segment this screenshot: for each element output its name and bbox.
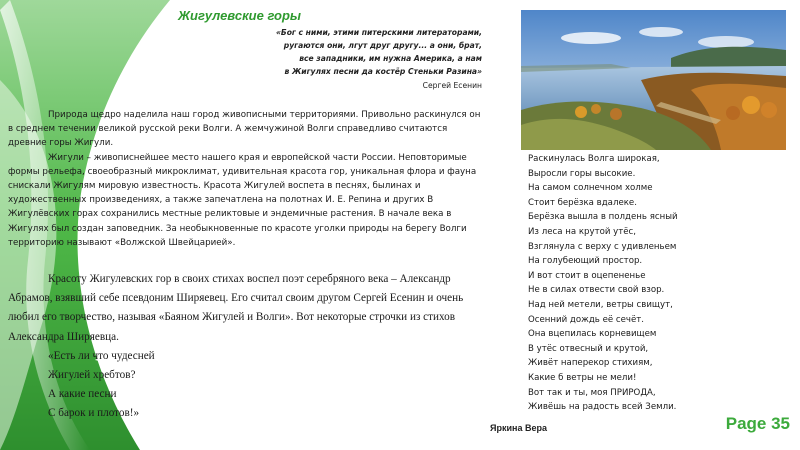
verse-line: С барок и плотов!» xyxy=(48,407,140,420)
poem xyxy=(528,152,796,415)
paragraph: Природа щедро наделила наш город живописными территориями. Привольно раскинулся он в среднем течении великой русской реки Волги. А жемчужиной Волги справедливо считаются древние горы Жигули. xyxy=(8,110,481,149)
epigraph-line: в Жигулях песни да костёр Стеньки Разина» xyxy=(284,67,482,76)
page-title: Жигулевские горы xyxy=(178,8,302,23)
verse-line: А какие песни xyxy=(48,388,117,401)
poem-line: Из леса на крутой утёс, xyxy=(528,226,636,237)
poem-line: Взглянула с верху с удивленьем xyxy=(528,241,677,252)
verse-line: Жигулей хребтов? xyxy=(48,369,136,382)
poem-line: Вот так и ты, моя ПРИРОДА, xyxy=(528,387,656,398)
page-number: Page 35 xyxy=(725,414,790,433)
poem-line: Раскинулась Волга широкая, xyxy=(528,154,660,164)
poem-line: На голубеющий простор. xyxy=(528,256,643,267)
poem-line: Выросли горы высокие. xyxy=(528,168,636,179)
epigraph-line: все западники, им нужна Америка, а нам xyxy=(299,54,482,63)
poem-line: На самом солнечном холме xyxy=(528,183,653,194)
poem-line: Берёзка вышла в полдень ясный xyxy=(528,212,678,223)
verse-line: «Есть ли что чудесней xyxy=(48,349,155,362)
poem-line: Живёшь на радость всей Земли. xyxy=(528,402,677,413)
poem-line: Осенний дождь её сечёт. xyxy=(528,314,645,325)
epigraph xyxy=(182,26,482,92)
paragraph: Жигули – живописнейшее место нашего края и европейской части России. Неповторимые формы рельефа, своеобразный микроклимат, удивительная красота гор, уникальная флора и фауна снискали Жигулям мировую известность. Красота Жигулей воспета в песнях, былинах и художественных произведениях, а также запечатлена на полотнах И. Е. Репина и других В Жигулёвских горах сохранились местные реликтовые и эндемичные растения. В начале века в Жигулях был создан заповедник. За необыкновенные по красоте уголки природы на берегу Волги территорию называют «Волжской Швейцарией». xyxy=(8,152,477,248)
poem-line: Она вцепилась корневищем xyxy=(528,329,657,340)
footer-author: Яркина Вера xyxy=(490,423,547,433)
poem-line: В утёс отвесный и крутой, xyxy=(528,343,649,354)
verse-quote xyxy=(48,347,490,424)
epigraph-line: «Бог с ними, этими питерскими литераторами, xyxy=(275,28,482,37)
poet-section xyxy=(8,270,490,424)
intro-text xyxy=(8,108,488,250)
landscape-photo xyxy=(521,10,786,150)
poem-line: Какие б ветры не мели! xyxy=(528,372,637,383)
poem-line: Над ней метели, ветры свищут, xyxy=(528,299,673,310)
epigraph-line: ругаются они, лгут друг другу... а они, брат, xyxy=(283,41,482,50)
poem-line: Стоит берёзка вдалеке. xyxy=(528,197,637,208)
epigraph-author: Сергей Есенин xyxy=(422,81,482,90)
poem-line: И вот стоит в оцепененье xyxy=(528,270,646,281)
paragraph: Красоту Жигулевских гор в своих стихах воспел поэт серебряного века – Александр Абрамов, взявший себе псевдоним Ширяевец. Его считал своим другом Сергей Есенин и очень любил его творчество, называя «Баяном Жигулей и Волги». Вот некоторые строчки из стихов Александра Ширяевца. xyxy=(8,273,464,343)
poem-line: Не в силах отвести свой взор. xyxy=(528,285,665,296)
poem-line: Живёт наперекор стихиям, xyxy=(528,358,653,369)
